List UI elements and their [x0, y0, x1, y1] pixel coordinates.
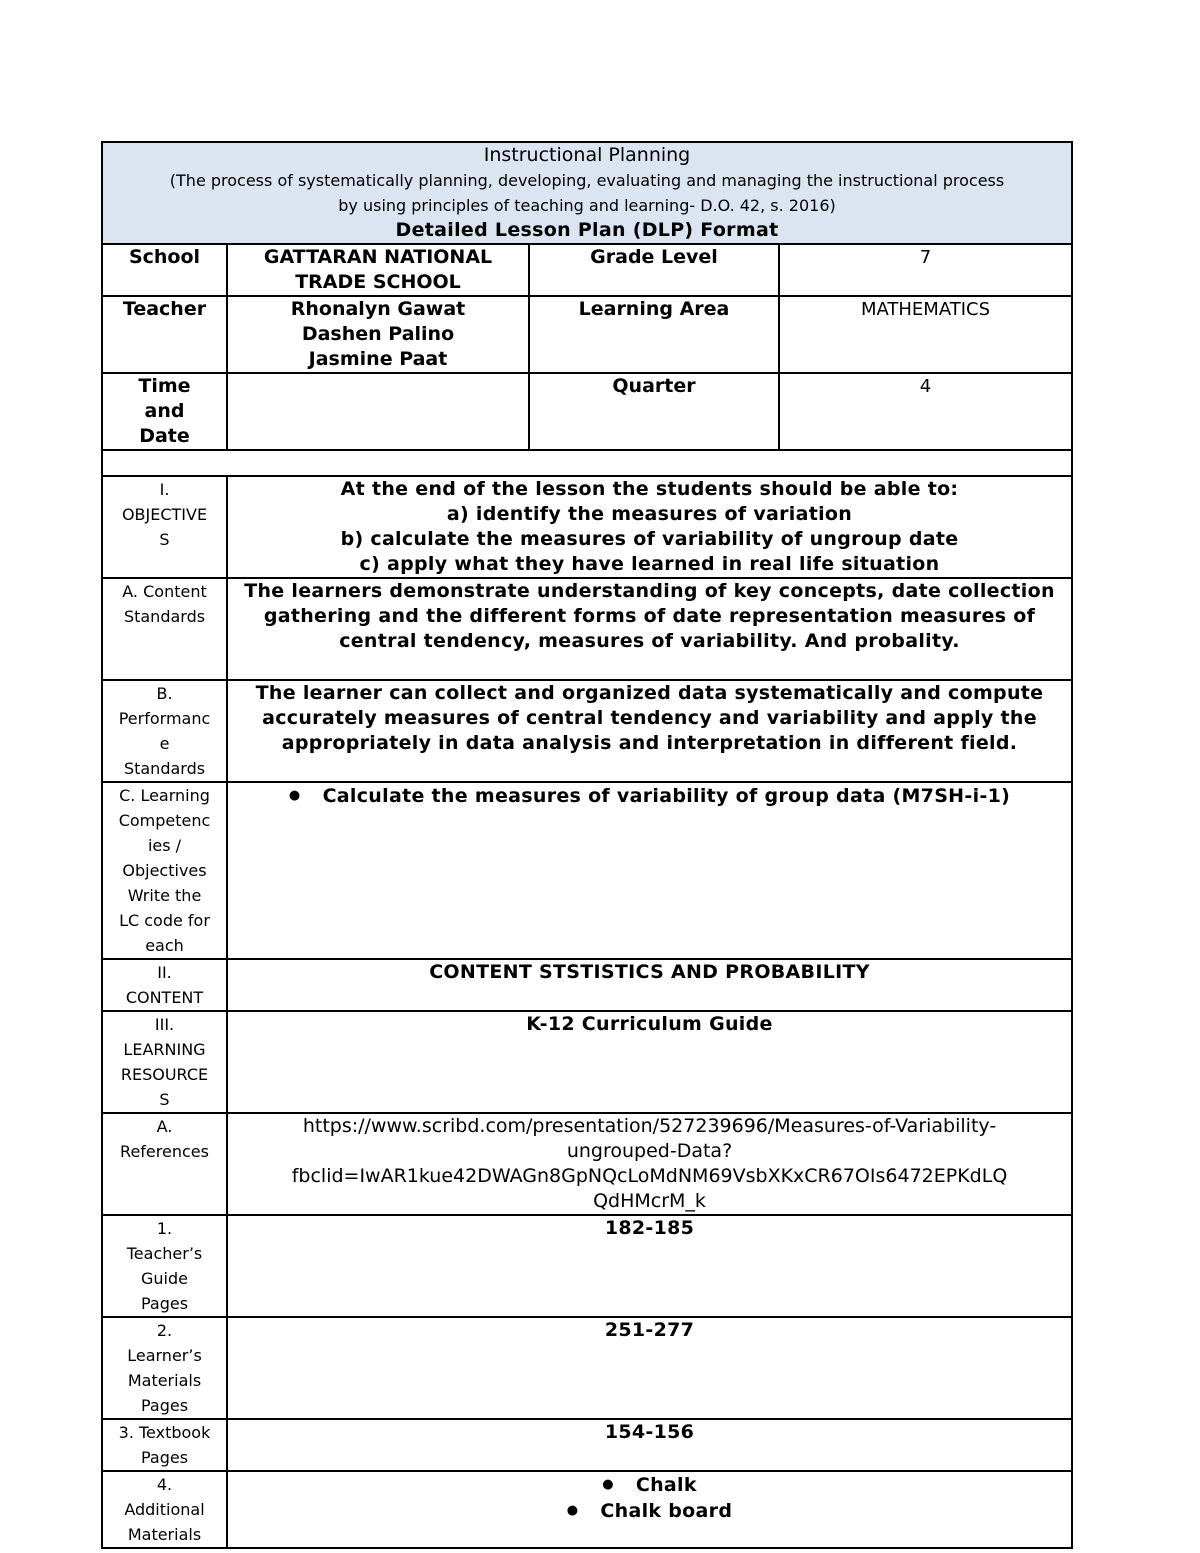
school-value-line2: TRADE SCHOOL: [295, 271, 461, 293]
additional-materials-label: [102, 1471, 227, 1548]
time-date-label-line: Date: [139, 425, 190, 447]
references-link[interactable]: [227, 1113, 1072, 1215]
material-item: [232, 1498, 1067, 1524]
textbook-label-line: Pages: [140, 1448, 189, 1467]
additional-materials-list: [227, 1471, 1072, 1548]
time-date-label-line: and: [144, 400, 185, 422]
competencies-label-line: Write the: [127, 886, 202, 905]
material-item: [232, 1472, 1067, 1498]
objectives-row: [102, 476, 1072, 578]
lesson-plan-table: [101, 141, 1073, 1549]
additional-materials-label-line: Additional: [124, 1500, 205, 1519]
references-label-line: References: [120, 1142, 209, 1161]
school-value: [227, 244, 529, 296]
objective-line: At the end of the lesson the students should be able to:: [340, 478, 959, 500]
header-title: Instructional Planning: [483, 144, 691, 166]
reference-line: QdHMcrM_k: [593, 1190, 706, 1212]
teachers-guide-label-line: Teacher’s: [126, 1244, 203, 1263]
resources-label-line: S: [159, 1090, 170, 1109]
header-subtitle-line2: by using principles of teaching and learning- D.O. 42, s. 2016): [338, 196, 836, 215]
competencies-label-line: LC code for: [119, 911, 210, 930]
teachers-guide-label-line: 1.: [156, 1219, 173, 1238]
resources-label: [102, 1011, 227, 1113]
content-text: CONTENT STSTISTICS AND PROBABILITY: [227, 959, 1072, 1011]
competencies-label-line: C. Learning: [119, 786, 210, 805]
school-value-line1: GATTARAN NATIONAL: [263, 246, 493, 268]
quarter-label: Quarter: [529, 373, 779, 450]
teachers-guide-row: [102, 1215, 1072, 1317]
teachers-guide-label-line: Pages: [140, 1294, 189, 1313]
performance-standards-row: [102, 680, 1072, 782]
resources-label-line: RESOURCE: [120, 1065, 209, 1084]
competencies-text: [227, 782, 1072, 959]
objective-line: c) apply what they have learned in real life situation: [359, 553, 940, 575]
textbook-pages: 154-156: [227, 1419, 1072, 1471]
header-cell: [102, 142, 1072, 244]
resources-label-line: III.: [154, 1015, 175, 1034]
additional-materials-label-line: 4.: [156, 1475, 173, 1494]
quarter-value: 4: [779, 373, 1072, 450]
reference-line: ungrouped-Data?: [566, 1140, 733, 1162]
school-row: [102, 244, 1072, 296]
content-standards-label-line: Standards: [123, 607, 206, 626]
resources-label-line: LEARNING: [123, 1040, 206, 1059]
teacher-row: [102, 296, 1072, 373]
objectives-label-line: I.: [159, 480, 170, 499]
teachers-guide-label: [102, 1215, 227, 1317]
time-date-label-line: Time: [138, 375, 191, 397]
objective-line: b) calculate the measures of variability of ungroup date: [340, 528, 959, 550]
teachers-guide-label-line: Guide: [141, 1269, 188, 1288]
teacher-name: Jasmine Paat: [308, 348, 448, 370]
competencies-label-line: Competenc: [118, 811, 211, 830]
content-label-line: II.: [157, 963, 172, 982]
performance-standards-label-line: Standards: [123, 759, 206, 778]
content-standards-label-line: A. Content: [122, 582, 207, 601]
objectives-label-line: OBJECTIVE: [121, 505, 208, 524]
learners-materials-label-line: Materials: [127, 1371, 202, 1390]
bullet-icon: ●: [288, 788, 301, 803]
competencies-label-line: ies /: [147, 836, 182, 855]
teacher-label: Teacher: [102, 296, 227, 373]
objective-line: a) identify the measures of variation: [446, 503, 853, 525]
references-label-line: A.: [156, 1117, 173, 1136]
teacher-names: [227, 296, 529, 373]
reference-line: fbclid=IwAR1kue42DWAGn8GpNQcLoMdNM69VsbXKxCR67OIs6472EPKdLQ: [291, 1165, 1008, 1187]
additional-materials-label-line: Materials: [127, 1525, 202, 1544]
grade-level-label: Grade Level: [529, 244, 779, 296]
learners-materials-row: [102, 1317, 1072, 1419]
teacher-name: Dashen Palino: [301, 323, 455, 345]
content-row: [102, 959, 1072, 1011]
references-label: [102, 1113, 227, 1215]
performance-standards-label: [102, 680, 227, 782]
competencies-label-line: Objectives: [122, 861, 207, 880]
performance-standards-label-line: Performanc: [118, 709, 211, 728]
spacer-row: [102, 450, 1072, 476]
learners-materials-label-line: Learner’s: [127, 1346, 202, 1365]
time-date-label: [102, 373, 227, 450]
material-item-text: Chalk: [635, 1474, 697, 1496]
school-label: School: [102, 244, 227, 296]
resources-row: [102, 1011, 1072, 1113]
competencies-label: [102, 782, 227, 959]
learners-materials-label-line: Pages: [140, 1396, 189, 1415]
references-row: [102, 1113, 1072, 1215]
performance-standards-text: The learner can collect and organized data systematically and compute accurately measures of central tendency and variability and apply the appropriately in data analysis and interpretation in different field.: [227, 680, 1072, 782]
content-label-line: CONTENT: [125, 988, 204, 1007]
bullet-icon: ●: [602, 1477, 614, 1492]
textbook-label-line: 3. Textbook: [118, 1423, 211, 1442]
competency-item: [232, 783, 1067, 809]
content-standards-label: [102, 578, 227, 680]
objectives-label-line: S: [159, 530, 170, 549]
performance-standards-label-line: B.: [156, 684, 173, 703]
textbook-row: [102, 1419, 1072, 1471]
competency-item-text: Calculate the measures of variability of group data (M7SH-i-1): [322, 785, 1011, 807]
learners-materials-label-line: 2.: [156, 1321, 173, 1340]
learning-area-label: Learning Area: [529, 296, 779, 373]
content-label: [102, 959, 227, 1011]
performance-standards-label-line: e: [159, 734, 170, 753]
spacer-cell: [102, 450, 1072, 476]
teacher-name: Rhonalyn Gawat: [290, 298, 466, 320]
textbook-label: [102, 1419, 227, 1471]
teachers-guide-pages: 182-185: [227, 1215, 1072, 1317]
content-standards-row: [102, 578, 1072, 680]
learning-area-value: MATHEMATICS: [779, 296, 1072, 373]
learners-materials-label: [102, 1317, 227, 1419]
additional-materials-row: [102, 1471, 1072, 1548]
objectives-text: [227, 476, 1072, 578]
competencies-row: [102, 782, 1072, 959]
bullet-icon: ●: [566, 1503, 579, 1518]
grade-level-value: 7: [779, 244, 1072, 296]
reference-line: https://www.scribd.com/presentation/527239696/Measures-of-Variability-: [302, 1115, 997, 1137]
header-subtitle-line1: (The process of systematically planning, developing, evaluating and managing the instructional process: [169, 171, 1005, 190]
header-format-title: Detailed Lesson Plan (DLP) Format: [395, 219, 779, 241]
competencies-label-line: each: [145, 936, 184, 955]
time-date-value: [227, 373, 529, 450]
resources-text: K-12 Curriculum Guide: [227, 1011, 1072, 1113]
header-row: [102, 142, 1072, 244]
content-standards-text: The learners demonstrate understanding of key concepts, date collection gathering and the different forms of date representation measures of central tendency, measures of variability. And probality.: [227, 578, 1072, 680]
material-item-text: Chalk board: [600, 1500, 733, 1522]
learners-materials-pages: 251-277: [227, 1317, 1072, 1419]
time-row: [102, 373, 1072, 450]
objectives-label: [102, 476, 227, 578]
